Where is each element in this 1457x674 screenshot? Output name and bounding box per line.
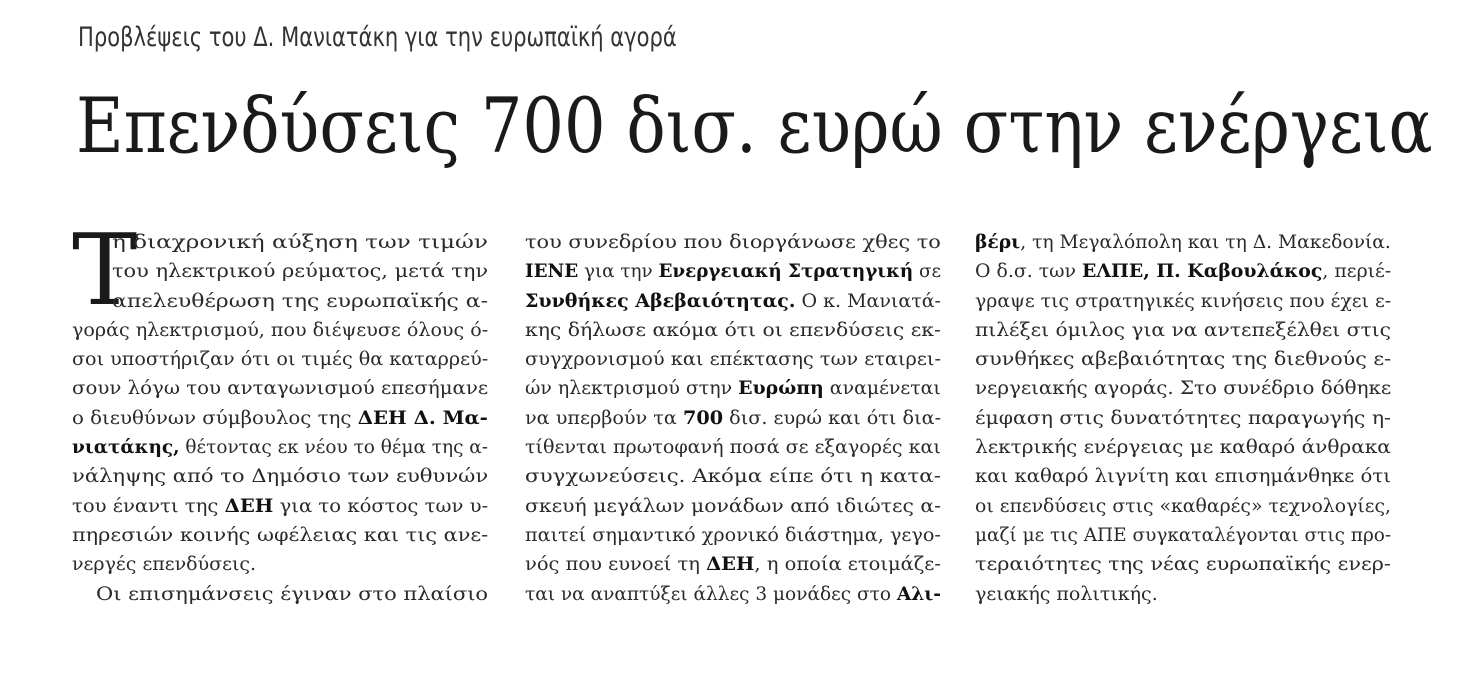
text-line <box>72 521 488 550</box>
text-run: συνθήκες αβεβαιότητας της διεθνούς ε- <box>975 348 1392 371</box>
text-run: τίθενται πρωτοφανή ποσά σε εξαγορές και <box>525 436 941 459</box>
text-line <box>975 580 1391 609</box>
text-line <box>525 492 941 521</box>
text-run: παιτεί σημαντικό χρονικό διάστημα, γεγο- <box>525 523 941 546</box>
text-line <box>525 580 941 609</box>
text-run: ο διευθύνων σύμβουλος της <box>72 406 358 429</box>
text-run: γραψε τις στρατηγικές κινήσεις που έχει ε- <box>975 289 1392 312</box>
text-run: σε <box>913 260 942 283</box>
text-line <box>72 550 488 579</box>
text-run: απελευθέρωση της ευρωπαϊκής α- <box>112 289 488 312</box>
text-line <box>72 345 488 374</box>
text-line <box>525 433 941 462</box>
text-line <box>72 404 488 433</box>
text-line <box>975 345 1391 374</box>
text-run: του ηλεκτρικού ρεύματος, μετά την <box>112 260 489 283</box>
text-run: να υπερβούν τα <box>525 406 683 429</box>
text-line <box>525 257 941 286</box>
text-run: γειακής πολιτικής. <box>975 582 1158 605</box>
bold-text: ΔΕΗ <box>224 494 274 517</box>
text-line <box>72 228 488 257</box>
text-run: , περιέ- <box>1322 260 1392 283</box>
bold-text: Ενεργειακή Στρατηγική <box>658 260 914 283</box>
text-run: σοι υποστήριζαν ότι οι τιμές θα καταρρεύ- <box>72 348 489 371</box>
text-line <box>72 257 488 286</box>
text-run: , η οποία ετοιμάζε- <box>754 553 941 576</box>
text-run: και καθαρό λιγνίτη και επισημάνθηκε ότι <box>975 465 1391 488</box>
text-line <box>975 316 1391 345</box>
text-run: Οι επισημάνσεις έγιναν στο πλαίσιο <box>96 582 489 605</box>
text-line <box>975 257 1391 286</box>
text-line <box>72 433 488 462</box>
article-headline: Επενδύσεις 700 δισ. ευρώ στην ενέργεια <box>76 81 1433 170</box>
text-run: μαζί με τις ΑΠΕ συγκαταλέγονται στις προ- <box>975 523 1392 546</box>
bold-text: βέρι <box>975 231 1021 253</box>
text-line <box>525 345 941 374</box>
text-line <box>525 374 941 403</box>
text-run: νός που ευνοεί τη <box>525 553 707 576</box>
text-run: νεργές επενδύσεις. <box>72 553 257 576</box>
text-run: γοράς ηλεκτρισμού, που διέψευσε όλους ό- <box>72 318 489 341</box>
text-line <box>975 228 1391 257</box>
text-run: έμφαση στις δυνατότητες παραγωγής η- <box>975 406 1391 429</box>
text-line <box>975 404 1391 433</box>
text-run: συγχρονισμού και επέκτασης των εταιρει- <box>525 348 942 371</box>
text-line <box>525 462 941 491</box>
text-run: αναμένεται <box>823 377 941 400</box>
text-line <box>72 492 488 521</box>
text-line <box>975 521 1391 550</box>
text-run: πιλέξει όμιλος για να αντεπεξέλθει στις <box>975 318 1391 341</box>
text-run: πηρεσιών κοινής ωφέλειας και τις ανε- <box>72 523 489 546</box>
text-line <box>975 492 1391 521</box>
text-run: Ο δ.σ. των <box>975 260 1082 283</box>
text-line <box>975 550 1391 579</box>
text-run: ται να αναπτύξει άλλες 3 μονάδες στο <box>525 582 897 605</box>
text-run: ών ηλεκτρισμού στην <box>525 377 739 400</box>
bold-text: νιατάκης, <box>72 436 180 459</box>
text-run: λεκτρικής ενέργειας με καθαρό άνθρακα <box>975 436 1391 459</box>
text-line <box>525 404 941 433</box>
text-line <box>975 374 1391 403</box>
text-line <box>72 374 488 403</box>
text-run: νάληψης από το Δημόσιο των ευθυνών <box>72 465 489 488</box>
text-run: τεραιότητες της νέας ευρωπαϊκής ενερ- <box>975 553 1391 576</box>
text-run: σουν λόγω του ανταγωνισμού επεσήμανε <box>72 377 489 400</box>
text-run: δισ. ευρώ και ότι δια- <box>723 406 942 429</box>
bold-text: 700 <box>682 406 724 429</box>
text-line <box>525 287 941 316</box>
bold-text: ΔΕΗ <box>706 553 755 576</box>
bold-text: Αλι- <box>896 582 941 605</box>
article-column-1 <box>72 214 489 609</box>
bold-text: Συνθήκες Αβεβαιότητας. <box>525 289 796 312</box>
text-line <box>975 287 1391 316</box>
bold-text: ΕΛΠΕ, Π. Καβουλάκος <box>1081 260 1323 283</box>
article-kicker: Προβλέψεις του Δ. Μανιατάκη για την ευρωπαϊκή αγορά <box>78 22 677 53</box>
text-line <box>525 316 941 345</box>
text-run: για το κόστος των υ- <box>273 494 489 517</box>
bold-text: Ευρώπη <box>738 377 824 400</box>
text-run: για την <box>578 260 659 283</box>
drop-cap: Τ <box>72 214 138 328</box>
text-run: η διαχρονική αύξηση των τιμών <box>112 231 488 253</box>
text-run: του έναντι της <box>72 494 225 517</box>
text-run: οι επενδύσεις στις «καθαρές» τεχνολογίες, <box>975 494 1392 517</box>
text-run: νεργειακής αγοράς. Στο συνέδριο δόθηκε <box>975 377 1392 400</box>
bold-text: ΙΕΝΕ <box>525 260 579 283</box>
text-line <box>72 580 488 609</box>
text-line <box>525 550 941 579</box>
article-column-3 <box>975 228 1391 609</box>
text-run: του συνεδρίου που διοργάνωσε χθες το <box>525 231 941 253</box>
text-line <box>72 462 488 491</box>
bold-text: ΔΕΗ Δ. Μα- <box>357 406 488 429</box>
text-line <box>975 462 1391 491</box>
text-line <box>72 316 488 345</box>
text-line <box>525 521 941 550</box>
text-run: θέτοντας εκ νέου το θέμα της α- <box>179 436 489 459</box>
text-line <box>975 433 1391 462</box>
text-run: κης δήλωσε ακόμα ότι οι επενδύσεις εκ- <box>525 318 941 341</box>
text-line <box>525 228 941 257</box>
text-run: σκευή μεγάλων μονάδων από ιδιώτες α- <box>525 494 941 517</box>
text-run: , τη Μεγαλόπολη και τη Δ. Μακεδονία. <box>1020 231 1391 253</box>
text-line <box>72 287 488 316</box>
text-run: συγχωνεύσεις. Ακόμα είπε ότι η κατα- <box>525 465 941 488</box>
text-run: Ο κ. Μανιατά- <box>795 289 941 312</box>
article-column-2 <box>525 228 941 609</box>
